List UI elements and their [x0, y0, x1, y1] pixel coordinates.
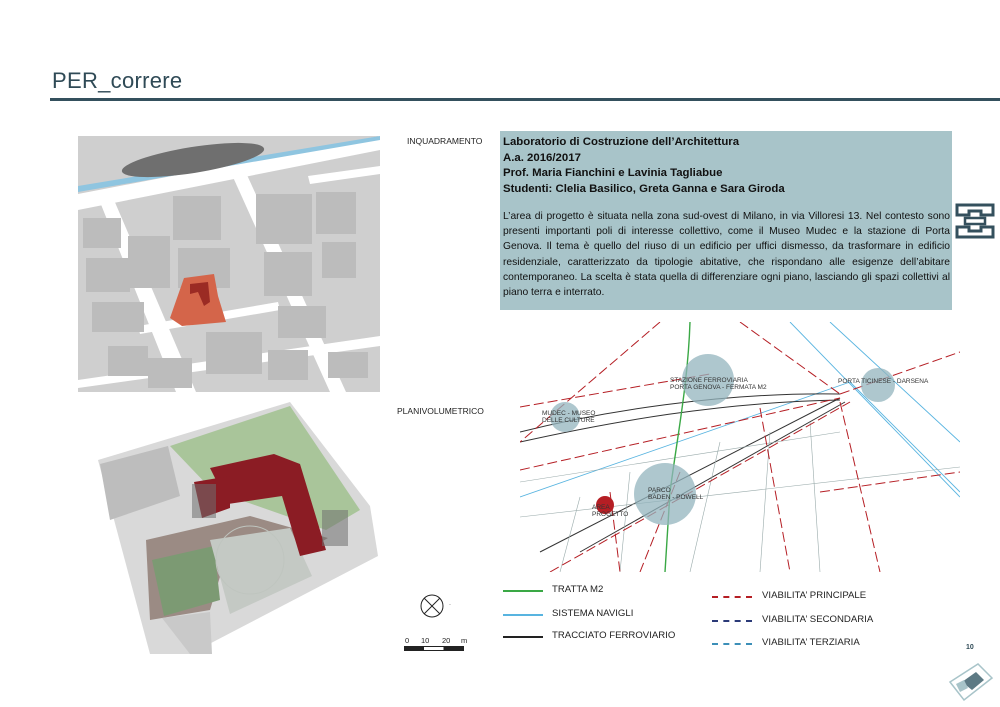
- label-progetto-2: PROGETTO: [592, 511, 629, 518]
- legend-label-terziaria: VIABILITA’ TERZIARIA: [762, 637, 860, 648]
- legend-label-secondaria: VIABILITA’ SECONDARIA: [762, 614, 874, 625]
- site-plan: [90, 400, 380, 656]
- course-title: Laboratorio di Costruzione dell’Architettura: [503, 136, 740, 148]
- label-progetto-1: AREA: [592, 504, 610, 511]
- label-ticinese: PORTA TICINESE - DARSENA: [838, 378, 929, 385]
- legend-label-navigli: SISTEMA NAVIGLI: [552, 608, 634, 619]
- academic-year: A.a. 2016/2017: [503, 151, 581, 164]
- label-inquadramento: INQUADRAMENTO: [407, 136, 483, 146]
- scale-tick-20: 20: [442, 636, 451, 645]
- legend-swatch-principale: [712, 596, 752, 598]
- title-divider: [50, 98, 1000, 101]
- network-map: [520, 322, 960, 572]
- legend-label-ferroviario: TRACCIATO FERROVIARIO: [552, 630, 676, 641]
- scale-tick-m: m: [461, 636, 468, 645]
- legend-label-m2: TRATTA M2: [552, 584, 604, 595]
- page-number: 10: [966, 644, 974, 651]
- project-info-box: [500, 131, 952, 310]
- legend-swatch-navigli: [503, 614, 543, 616]
- legend-swatch-secondaria: [712, 620, 752, 622]
- legend-swatch-ferroviario: [503, 636, 543, 638]
- label-stazione-1: STAZIONE FERROVIARIA: [670, 377, 748, 384]
- legend-swatch-m2: [503, 590, 543, 592]
- svg-text:·: ·: [449, 602, 451, 608]
- legend-label-principale: VIABILITA’ PRINCIPALE: [762, 590, 867, 601]
- north-arrow-icon: [418, 590, 458, 626]
- corner-thumbnail: [948, 660, 994, 704]
- label-parco-2: BADEN - POWELL: [648, 494, 704, 501]
- label-stazione-2: PORTA GENOVA - FERMATA M2: [670, 384, 767, 391]
- project-description: L’area di progetto è situata nella zona sud-ovest di Milano, in via Villoresi 13. Nel contesto sono presenti importanti poli di interesse collettivo, come il Museo Mudec e la stazione di Porta Genova. Il tema è quello del riuso di un edificio per uffici dismesso, da trasformare in edificio residenziale, caratterizzato da tipologie abitative, che rispondano alle esigenze dell’abitare contemporaneo. La scelta è stata quella di differenziare ogni piano, lasciando gli spazi collettivi al piano terra e interrato.: [503, 211, 950, 299]
- scale-tick-10: 10: [421, 636, 430, 645]
- professors: Prof. Maria Fianchini e Lavinia Tagliabue: [503, 167, 723, 179]
- info-header: [503, 135, 785, 197]
- logo-icon: [955, 201, 995, 241]
- page-title: PER_correre: [52, 68, 183, 93]
- label-planivolumetrico: PLANIVOLUMETRICO: [397, 406, 484, 416]
- label-mudec-2: DELLE CULTURE: [542, 417, 595, 424]
- label-mudec-1: MUDEC - MUSEO: [542, 410, 596, 417]
- students: Studenti: Clelia Basilico, Greta Ganna e Sara Giroda: [503, 182, 785, 195]
- scale-tick-0: 0: [405, 636, 410, 645]
- label-parco-1: PARCO: [648, 487, 671, 494]
- scale-bar-graphic: [404, 646, 464, 651]
- context-map: [78, 136, 380, 392]
- legend-swatch-terziaria: [712, 643, 752, 645]
